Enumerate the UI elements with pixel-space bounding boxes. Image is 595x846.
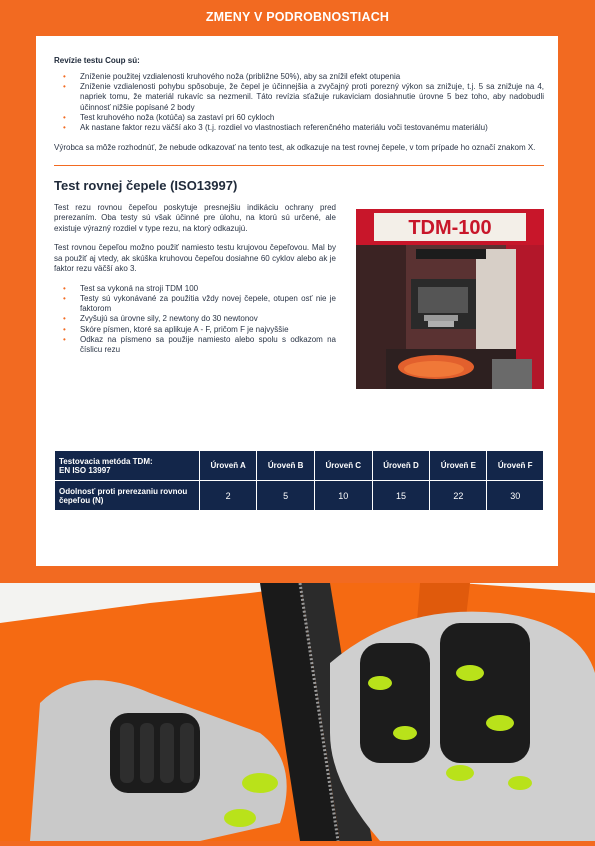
table-cell: 10 (314, 481, 372, 511)
table-row-label: Odolnosť proti prerezaniu rovnou čepeľou (N) (55, 481, 200, 511)
section-paragraph: Test rovnou čepeľou možno použiť namiesto testu krujovou čepeľovou. Mal by sa použiť aj vtedy, ak skúška kruhovou čepeľou dosiahne 60 cyklov alebo ak je faktor rezu väčší ako 3. (54, 243, 336, 274)
section-title: Test rovnej čepele (ISO13997) (54, 177, 238, 193)
list-item: • Testy sú vykonávané za použitia vždy novej čepele, otupen osť nie je faktorom (54, 294, 336, 314)
machine-label: TDM-100 (408, 216, 492, 239)
list-item: • Ak nastane faktor rezu väčší ako 3 (t.j. rozdiel vo vlastnostiach referenčného materiálu voči testovanému materiálu) (54, 123, 544, 133)
table-header-cell: Úroveň F (487, 451, 544, 481)
table-header-cell: Úroveň E (430, 451, 487, 481)
list-item: • Zníženie použitej vzdialenosti kruhového noža (približne 50%), aby sa znížil efekt otupenia (54, 72, 544, 82)
content-card (36, 36, 558, 566)
table-header-cell: Úroveň D (372, 451, 430, 481)
table-cell: 2 (200, 481, 257, 511)
table-header-cell: Úroveň C (314, 451, 372, 481)
table-header-cell: Úroveň B (257, 451, 315, 481)
section-divider (54, 165, 544, 166)
section-body (54, 203, 544, 403)
manufacturer-note: Výrobca sa môže rozhodnúť, že nebude odkazovať na tento test, ak odkazuje na test rovnej čepele, v tom prípade ho označí znakom X. (54, 143, 536, 153)
section-paragraph: Test rezu rovnou čepeľou poskytuje presnejšiu indikáciu ochrany pred prerezaním. Oba testy sú však účinné pre úlohu, na ktorú sú určené, ale existuje výrazný rozdiel v type rezu, na ktorý odkazujú. (54, 202, 336, 233)
revisions-title: Revízie testu Coup sú: (54, 56, 140, 65)
list-item: • Zníženie vzdialenosti pohybu spôsobuje, že čepel je účinnejšia a zvyčajný proti porezný výkon sa znižuje, t.j. 5 sa znižuje na 4, napriek tomu, že materiál rukavíc sa nezmenil. Táto revízia sťažuje rukaviciam dosiahnutie úrovne 5 bez toho, aby nadobudli účinnosť nižšie popísané 2 body (54, 82, 544, 113)
list-item: • Test kruhového noža (kotúča) sa zastaví pri 60 cykloch (54, 113, 544, 123)
list-item: • Test sa vykoná na stroji TDM 100 (54, 284, 336, 294)
table-row (55, 481, 544, 511)
table-cell: 5 (257, 481, 315, 511)
revisions-list (54, 72, 544, 133)
page-title: ZMENY V PODROBNOSTIACH (205, 10, 390, 24)
section-text (54, 203, 336, 355)
list-item: • Skóre písmen, ktoré sa aplikuje A - F, pričom F je najvyššie (54, 325, 336, 335)
table-header-cell: Úroveň A (200, 451, 257, 481)
gloves-jacket-photo (0, 583, 595, 841)
list-item: • Zvyšujú sa úrovne sily, 2 newtony do 30 newtonov (54, 314, 336, 324)
list-item: • Odkaz na písmeno sa použije namiesto alebo spolu s odkazom na číslicu rezu (54, 335, 336, 355)
tdm-machine-photo (356, 209, 544, 389)
table-cell: 15 (372, 481, 430, 511)
table-header-label: Testovacia metóda TDM: EN ISO 13997 (55, 451, 200, 481)
table-cell: 22 (430, 481, 487, 511)
section-list (54, 284, 336, 355)
tdm-results-table (54, 450, 544, 511)
table-cell: 30 (487, 481, 544, 511)
card-content (54, 56, 544, 403)
table-header-row (55, 451, 544, 481)
